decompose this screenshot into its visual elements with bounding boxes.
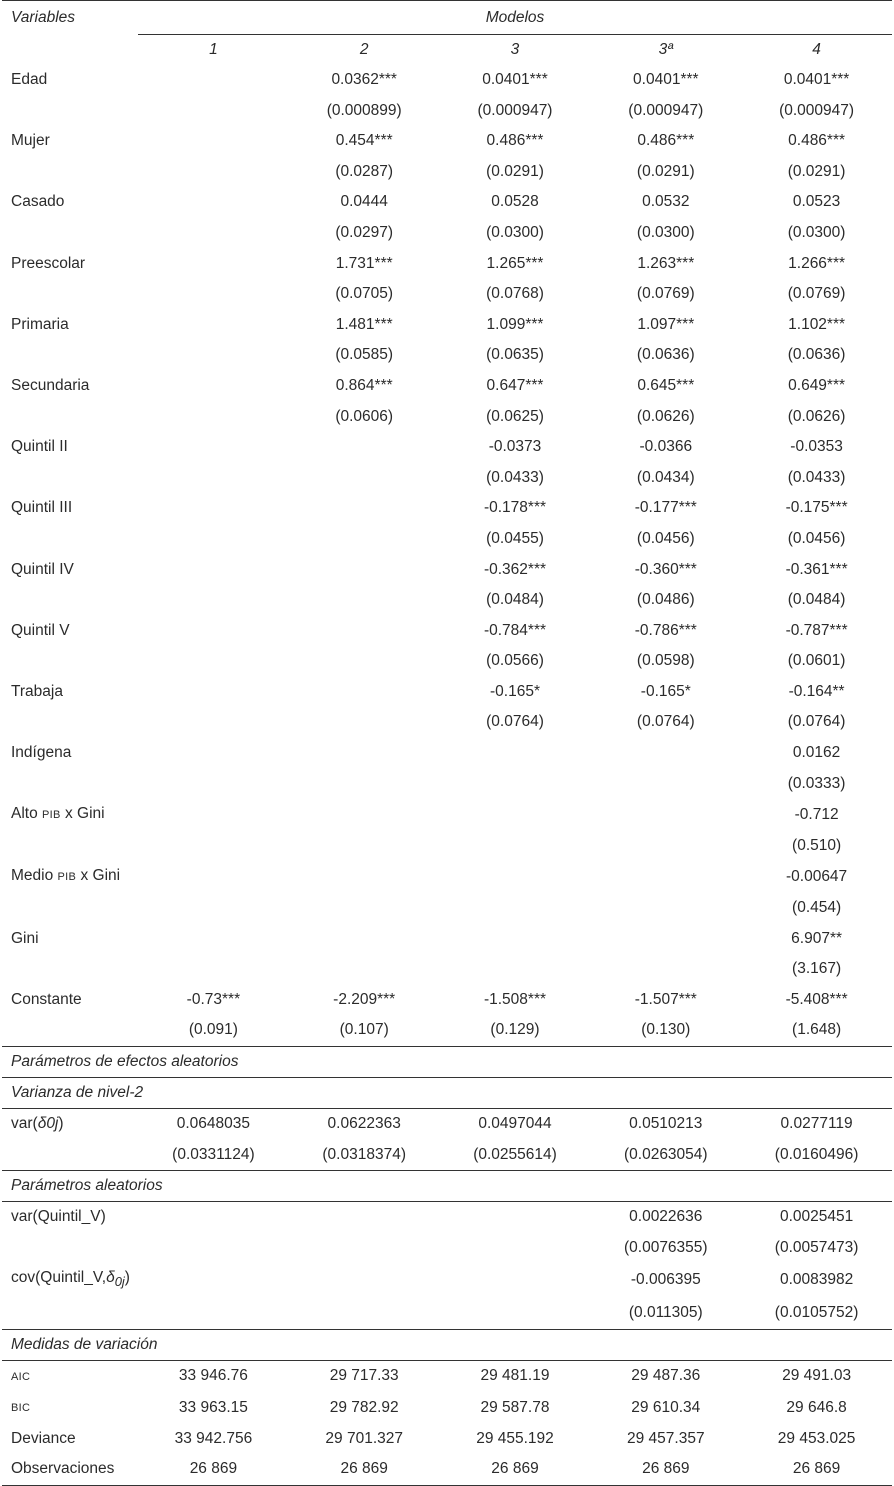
coef-cell: 1.102*** xyxy=(788,315,846,333)
table-row xyxy=(2,738,892,769)
se-cell xyxy=(289,646,440,677)
table-cell: -0.006395 xyxy=(630,1271,701,1289)
se-cell: (0.0486) xyxy=(636,591,695,609)
se-cell: (0.0455) xyxy=(486,529,544,547)
coef-cell: 1.263*** xyxy=(637,254,695,272)
coef-cell: 0.649*** xyxy=(788,376,846,394)
se-cell: (0.0434) xyxy=(636,468,695,486)
coef-cell xyxy=(590,861,741,893)
coef-cell: 0.0401*** xyxy=(482,71,548,88)
table-cell: (0.0105752) xyxy=(774,1304,859,1322)
row-label: BIC xyxy=(11,1402,31,1415)
se-cell: (0.454) xyxy=(792,899,842,917)
se-cell xyxy=(289,707,440,738)
se-cell xyxy=(138,218,289,249)
coef-cell xyxy=(590,799,741,831)
table-cell: 29 453.025 xyxy=(777,1429,856,1447)
model-header: 1 xyxy=(138,35,289,66)
table-cell: 0.0025451 xyxy=(779,1208,854,1226)
table-cell: 26 869 xyxy=(440,1454,591,1485)
table-row xyxy=(2,616,892,647)
coef-cell xyxy=(138,861,289,893)
se-cell xyxy=(289,893,440,924)
section-header-row xyxy=(2,1047,892,1078)
se-cell: (0.0625) xyxy=(486,407,544,425)
coef-cell: 0.0401*** xyxy=(783,71,850,88)
se-cell xyxy=(440,893,591,924)
var-delta-label: var(δ0j) xyxy=(11,1115,64,1132)
se-cell xyxy=(289,769,440,800)
se-cell: (0.0484) xyxy=(486,591,544,609)
table-row xyxy=(2,1392,892,1424)
table-row xyxy=(2,1454,892,1485)
coef-cell xyxy=(289,738,440,769)
se-cell: (0.0636) xyxy=(787,346,846,364)
coef-cell: -0.165* xyxy=(490,682,540,700)
coef-cell xyxy=(440,861,591,893)
coef-cell: -0.177*** xyxy=(634,499,697,517)
table-cell: 29 610.34 xyxy=(631,1398,701,1416)
table-row xyxy=(2,371,892,402)
table-row xyxy=(2,402,892,433)
coef-cell: -5.408*** xyxy=(785,990,848,1008)
table-cell: (0.011305) xyxy=(628,1304,703,1322)
coef-cell xyxy=(289,924,440,955)
table-row xyxy=(2,218,892,249)
table-row xyxy=(2,954,892,985)
table-cell: 29 487.36 xyxy=(631,1367,701,1385)
section-header-row xyxy=(2,1078,892,1109)
coef-cell: 0.486*** xyxy=(637,132,695,150)
table-row xyxy=(2,432,892,463)
table-row xyxy=(2,1202,892,1233)
coef-cell xyxy=(289,677,440,708)
se-cell: (0.091) xyxy=(188,1021,238,1039)
table-cell: (0.0255614) xyxy=(473,1145,557,1163)
model-header: 4 xyxy=(741,35,892,66)
table-cell: (0.0331124) xyxy=(172,1145,255,1163)
row-label: Quintil IV xyxy=(11,560,74,578)
coef-cell: 1.266*** xyxy=(788,254,846,272)
se-cell: (0.0598) xyxy=(636,652,695,670)
coef-cell: -0.361*** xyxy=(785,560,848,578)
se-cell: (0.0484) xyxy=(787,591,846,609)
table-cell xyxy=(289,1298,440,1329)
table-row xyxy=(2,893,892,924)
se-cell: (0.0626) xyxy=(636,407,695,425)
se-cell: (0.0291) xyxy=(636,162,695,180)
se-cell: (0.0300) xyxy=(636,223,695,241)
se-cell: (0.0601) xyxy=(787,652,846,670)
random-effects-body xyxy=(2,1047,892,1361)
se-cell: (0.0764) xyxy=(787,713,846,731)
table-row xyxy=(2,187,892,218)
header-row-2 xyxy=(2,35,892,66)
coef-cell xyxy=(138,187,289,218)
table-cell: 29 455.192 xyxy=(476,1429,554,1447)
se-cell: (0.510) xyxy=(792,836,842,854)
table-row xyxy=(2,65,892,96)
se-cell xyxy=(138,707,289,738)
coef-cell xyxy=(138,616,289,647)
coef-cell: 0.454*** xyxy=(335,132,393,150)
se-cell xyxy=(138,831,289,862)
table-row xyxy=(2,126,892,157)
coef-cell xyxy=(289,493,440,524)
coef-cell: 0.0523 xyxy=(792,193,841,211)
table-cell: 29 491.03 xyxy=(782,1367,852,1385)
se-cell: (0.129) xyxy=(490,1021,540,1039)
delta-symbol: δ xyxy=(106,1269,115,1287)
coef-cell xyxy=(138,126,289,157)
table-row xyxy=(2,555,892,586)
table-row xyxy=(2,340,892,371)
se-cell: (0.000947) xyxy=(628,101,704,119)
coef-cell: -0.165* xyxy=(640,682,691,700)
coef-cell: 1.265*** xyxy=(486,254,544,272)
table-row xyxy=(2,157,892,188)
table-row xyxy=(2,585,892,616)
coefficients-body xyxy=(2,65,892,1047)
table-cell: 33 942.756 xyxy=(174,1429,253,1447)
row-label: Observaciones xyxy=(2,1454,138,1485)
coef-cell xyxy=(138,249,289,280)
coef-cell xyxy=(138,924,289,955)
table-row xyxy=(2,1109,892,1140)
se-cell: (0.107) xyxy=(339,1021,389,1039)
table-row xyxy=(2,1140,892,1171)
se-cell: (0.000947) xyxy=(779,101,855,119)
table-row xyxy=(2,1015,892,1046)
table-cell xyxy=(440,1263,591,1298)
coef-cell: -0.164** xyxy=(788,682,845,700)
table-cell: 29 646.8 xyxy=(786,1398,847,1416)
se-cell: (0.0585) xyxy=(335,346,394,364)
se-cell: (0.0300) xyxy=(787,223,846,241)
cov-quintil-label: $cov(Quintil\_V,\delta_{0j})$ xyxy=(11,1269,130,1290)
coef-cell: -0.787*** xyxy=(785,621,848,639)
table-cell: (0.0263054) xyxy=(623,1145,708,1163)
se-cell: (0.000899) xyxy=(326,101,402,119)
table-cell: 29 717.33 xyxy=(329,1367,399,1385)
se-cell: (0.130) xyxy=(641,1021,691,1039)
table-row xyxy=(2,310,892,341)
coef-cell xyxy=(138,65,289,96)
table-cell: 29 481.19 xyxy=(480,1367,550,1385)
coef-cell xyxy=(289,861,440,893)
se-cell: (0.0297) xyxy=(335,223,394,241)
coef-cell xyxy=(289,555,440,586)
table-row xyxy=(2,96,892,127)
coef-cell: 1.097*** xyxy=(637,315,695,333)
coef-cell xyxy=(289,616,440,647)
coef-cell xyxy=(138,799,289,831)
se-cell xyxy=(138,585,289,616)
coef-cell: 0.0532 xyxy=(642,193,690,211)
table-cell: 26 869 xyxy=(289,1454,440,1485)
table-row xyxy=(2,1424,892,1455)
se-cell xyxy=(138,157,289,188)
table-cell xyxy=(138,1298,289,1329)
se-cell: (0.0456) xyxy=(787,529,846,547)
se-cell xyxy=(440,769,591,800)
coef-cell: 1.731*** xyxy=(335,254,393,272)
se-cell xyxy=(289,585,440,616)
header-row-1 xyxy=(2,1,892,35)
row-label: Quintil III xyxy=(11,499,73,517)
coef-cell: -1.507*** xyxy=(634,990,697,1008)
table-cell: 0.0277119 xyxy=(780,1115,853,1132)
coef-cell: 0.0362*** xyxy=(331,71,397,88)
se-cell xyxy=(440,954,591,985)
se-cell: (0.0768) xyxy=(486,285,544,303)
table-row xyxy=(2,831,892,862)
table-cell: 29 587.78 xyxy=(480,1398,550,1416)
se-cell: (0.0769) xyxy=(636,285,695,303)
coef-cell: -0.0366 xyxy=(639,438,693,456)
se-cell: (0.0456) xyxy=(636,529,695,547)
se-cell xyxy=(138,954,289,985)
coef-cell xyxy=(590,924,741,955)
table-cell xyxy=(289,1263,440,1298)
se-cell xyxy=(138,402,289,433)
table-row xyxy=(2,463,892,494)
row-label: Quintil V xyxy=(11,621,70,639)
table-cell: 29 457.357 xyxy=(627,1429,705,1447)
variation-title: Medidas de variación xyxy=(2,1329,892,1360)
table-cell xyxy=(289,1202,440,1233)
coef-cell xyxy=(138,677,289,708)
table-cell: 26 869 xyxy=(138,1454,289,1485)
table-row xyxy=(2,1233,892,1264)
table-cell: 0.0510213 xyxy=(629,1115,703,1132)
coef-cell xyxy=(440,738,591,769)
se-cell xyxy=(138,96,289,127)
coef-cell: -0.00647 xyxy=(785,867,848,885)
table-cell: (0.0160496) xyxy=(774,1145,859,1163)
table-cell xyxy=(440,1298,591,1329)
table-cell: (0.0318374) xyxy=(322,1145,406,1163)
se-cell: (0.0291) xyxy=(486,162,544,180)
row-label: Secundaria xyxy=(11,376,90,394)
row-label: Quintil II xyxy=(11,438,68,456)
coef-cell: -0.178*** xyxy=(483,499,547,517)
random-effects-title: Parámetros de efectos aleatorios xyxy=(2,1047,892,1078)
se-cell: (0.0764) xyxy=(486,713,544,731)
model-header: 3ª xyxy=(590,35,741,66)
se-cell: (0.0764) xyxy=(636,713,695,731)
se-cell: (0.0287) xyxy=(335,162,394,180)
coef-cell: -0.0353 xyxy=(790,438,843,456)
row-label: Casado xyxy=(11,193,65,211)
se-cell: (0.0635) xyxy=(486,346,544,364)
variation-body xyxy=(2,1360,892,1485)
coef-cell xyxy=(138,738,289,769)
row-label: AIC xyxy=(11,1370,31,1383)
table-row xyxy=(2,1360,892,1392)
regression-table xyxy=(2,0,892,1486)
coef-cell: 1.481*** xyxy=(335,315,393,333)
row-label: Trabaja xyxy=(11,682,63,700)
se-cell: (0.0705) xyxy=(335,285,394,303)
se-cell: (3.167) xyxy=(792,960,842,978)
random-params-title: Parámetros aleatorios xyxy=(2,1171,892,1202)
coef-cell: 6.907** xyxy=(791,929,843,947)
coef-cell: 0.864*** xyxy=(335,376,393,394)
row-label: Deviance xyxy=(11,1429,76,1447)
row-label: Indígena xyxy=(11,744,72,762)
se-cell xyxy=(590,954,741,985)
coef-cell: -1.508*** xyxy=(483,990,547,1008)
coef-cell: -0.73*** xyxy=(186,990,241,1008)
coef-cell: 0.645*** xyxy=(637,376,695,394)
section-header-row xyxy=(2,1329,892,1360)
table-cell: (0.0057473) xyxy=(774,1238,859,1256)
coef-cell: 0.647*** xyxy=(486,376,544,394)
se-cell xyxy=(440,831,591,862)
modelos-header: Modelos xyxy=(138,1,892,35)
row-label: Preescolar xyxy=(11,254,86,272)
se-cell xyxy=(590,893,741,924)
table-row xyxy=(2,646,892,677)
se-cell xyxy=(289,463,440,494)
model-header: 3 xyxy=(440,35,591,66)
se-cell xyxy=(138,646,289,677)
table-row xyxy=(2,279,892,310)
table-cell xyxy=(440,1233,591,1264)
section-header-row xyxy=(2,1171,892,1202)
coef-cell: -0.784*** xyxy=(483,621,547,639)
row-label: Edad xyxy=(11,71,48,88)
coef-cell: 0.0528 xyxy=(491,193,539,211)
coef-cell xyxy=(138,493,289,524)
table-cell: 33 946.76 xyxy=(178,1367,248,1385)
se-cell: (0.0433) xyxy=(787,468,846,486)
row-label: Gini xyxy=(11,929,39,947)
se-cell: (0.0566) xyxy=(486,652,544,670)
table-row xyxy=(2,799,892,831)
coef-cell xyxy=(289,432,440,463)
table-cell: 0.0497044 xyxy=(478,1115,552,1132)
se-cell: (0.0769) xyxy=(787,285,846,303)
table-cell xyxy=(440,1202,591,1233)
table-row xyxy=(2,985,892,1016)
row-label: Mujer xyxy=(11,132,50,150)
coef-cell xyxy=(590,738,741,769)
table-cell: 26 869 xyxy=(590,1454,741,1485)
se-cell xyxy=(138,279,289,310)
row-label: Medio PIB x Gini xyxy=(11,867,121,885)
variables-header: Variables xyxy=(2,1,138,35)
table-cell: 29 701.327 xyxy=(325,1429,403,1447)
table-row xyxy=(2,861,892,893)
se-cell xyxy=(289,524,440,555)
se-cell xyxy=(590,831,741,862)
se-cell: (0.000947) xyxy=(477,101,553,119)
se-cell xyxy=(590,769,741,800)
coef-cell xyxy=(138,371,289,402)
table-cell xyxy=(289,1233,440,1264)
coef-cell xyxy=(138,555,289,586)
se-cell: (0.0636) xyxy=(636,346,695,364)
level2-title: Varianza de nivel-2 xyxy=(2,1078,892,1109)
table-row xyxy=(2,493,892,524)
table-cell: 33 963.15 xyxy=(178,1398,248,1416)
se-cell: (0.0606) xyxy=(335,407,394,425)
coef-cell xyxy=(138,432,289,463)
table-cell xyxy=(138,1263,289,1298)
model-header: 2 xyxy=(289,35,440,66)
coef-cell xyxy=(138,310,289,341)
table-cell: 0.0022636 xyxy=(629,1208,703,1226)
se-cell xyxy=(138,463,289,494)
coef-cell: 0.486*** xyxy=(486,132,544,150)
var-quintil-label: var(Quintil_V) xyxy=(11,1208,106,1226)
table-cell: 0.0648035 xyxy=(176,1115,251,1132)
coef-cell: -0.175*** xyxy=(785,499,848,517)
table-row xyxy=(2,1298,892,1329)
table-row xyxy=(2,924,892,955)
coef-cell: -0.362*** xyxy=(483,560,547,578)
table-cell: 0.0083982 xyxy=(779,1271,854,1289)
table-row xyxy=(2,769,892,800)
table-cell xyxy=(138,1233,289,1264)
table-cell xyxy=(138,1202,289,1233)
table-cell: 29 782.92 xyxy=(329,1398,399,1416)
se-cell xyxy=(289,831,440,862)
table-row xyxy=(2,1263,892,1298)
coef-cell: 0.0162 xyxy=(792,744,841,762)
row-label: Constante xyxy=(11,990,82,1008)
se-cell: (0.0333) xyxy=(787,774,846,792)
coef-cell xyxy=(289,799,440,831)
se-cell xyxy=(289,954,440,985)
coef-cell xyxy=(440,799,591,831)
delta-symbol: δ0j xyxy=(37,1115,59,1132)
regression-table-container xyxy=(2,0,892,1486)
table-row xyxy=(2,677,892,708)
row-label: Primaria xyxy=(11,315,69,333)
table-row xyxy=(2,524,892,555)
se-cell: (0.0626) xyxy=(787,407,846,425)
se-cell xyxy=(138,524,289,555)
se-cell: (0.0300) xyxy=(486,223,544,241)
coef-cell: 0.0444 xyxy=(340,193,388,211)
coef-cell: -2.209*** xyxy=(333,990,396,1008)
table-cell: 0.0622363 xyxy=(327,1115,401,1132)
coef-cell xyxy=(440,924,591,955)
table-cell: 26 869 xyxy=(741,1454,892,1485)
coef-cell: 1.099*** xyxy=(486,315,544,333)
se-cell: (0.0433) xyxy=(486,468,544,486)
coef-cell: -0.786*** xyxy=(634,621,697,639)
table-cell: (0.0076355) xyxy=(623,1238,708,1256)
table-row xyxy=(2,707,892,738)
coef-cell: -0.712 xyxy=(794,805,839,823)
coef-cell: -0.0373 xyxy=(488,438,542,456)
se-cell xyxy=(138,893,289,924)
row-label: Alto PIB x Gini xyxy=(11,805,105,823)
coef-cell: 0.0401*** xyxy=(633,71,699,88)
se-cell: (1.648) xyxy=(792,1021,842,1039)
se-cell xyxy=(138,340,289,371)
se-cell xyxy=(138,769,289,800)
table-row xyxy=(2,249,892,280)
coef-cell: 0.486*** xyxy=(788,132,846,150)
se-cell: (0.0291) xyxy=(787,162,846,180)
coef-cell: -0.360*** xyxy=(634,560,697,578)
